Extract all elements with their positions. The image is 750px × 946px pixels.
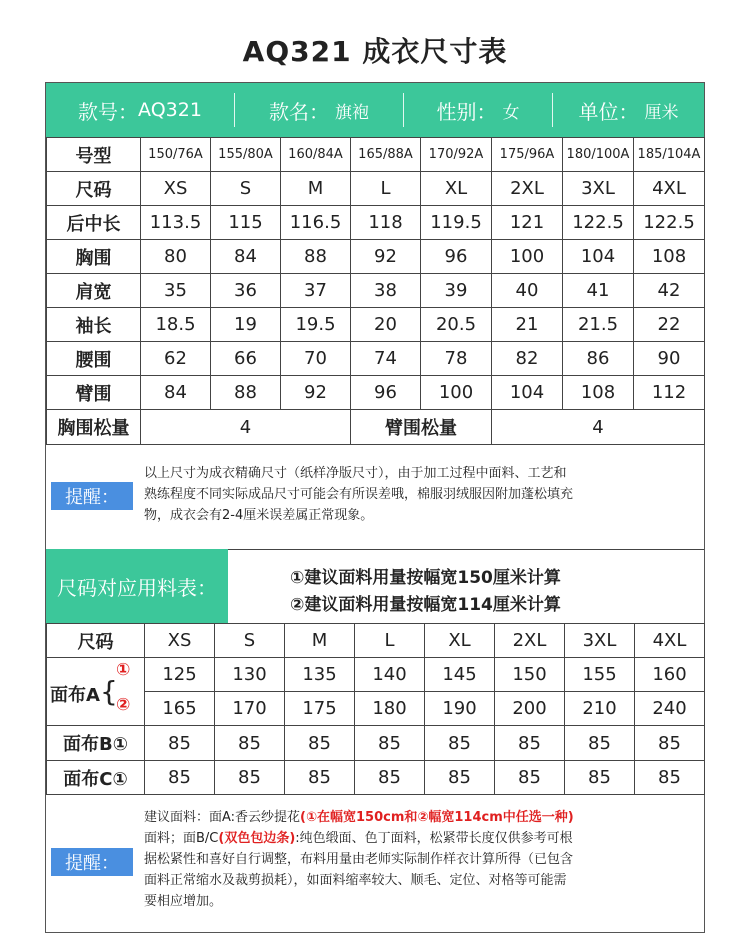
usage-cell: 130 <box>215 658 285 692</box>
size-row <box>47 172 705 206</box>
chest-ease-label: 胸围松量 <box>47 410 141 445</box>
style-no-value: AQ321 <box>138 99 202 121</box>
size-cell: 86 <box>563 342 634 376</box>
size-cell: 175/96A <box>492 138 563 172</box>
usage-cell: 4XL <box>635 624 705 658</box>
reminder2-line: 面料正常缩水及裁剪损耗），如面料缩率较大、顺毛、定位、对格等可能需 <box>144 873 567 888</box>
arm-ease-label: 臂围松量 <box>351 410 492 445</box>
size-cell: 84 <box>141 376 211 410</box>
unit-value: 厘米 <box>644 102 679 123</box>
size-cell: 4XL <box>634 172 705 206</box>
size-cell: 122.5 <box>563 206 634 240</box>
chest-ease-value: 4 <box>141 410 351 445</box>
size-cell: 70 <box>281 342 351 376</box>
size-cell: 108 <box>563 376 634 410</box>
size-cell: 121 <box>492 206 563 240</box>
usage-cell: L <box>355 624 425 658</box>
mark-2: ② <box>116 695 131 715</box>
ease-row <box>47 410 705 445</box>
reminder-line: 物，成衣会有2-4厘米误差属正常现象。 <box>144 508 374 523</box>
size-cell: 19 <box>211 308 281 342</box>
size-cell: 118 <box>351 206 421 240</box>
size-cell: 104 <box>492 376 563 410</box>
size-row <box>47 376 705 410</box>
size-cell: 165/88A <box>351 138 421 172</box>
usage-cell: 140 <box>355 658 425 692</box>
info-header-bar <box>46 83 704 137</box>
row-label: 肩宽 <box>47 274 141 308</box>
size-cell: S <box>211 172 281 206</box>
size-cell: 18.5 <box>141 308 211 342</box>
usage-cell: 85 <box>215 726 285 761</box>
size-cell: 42 <box>634 274 705 308</box>
fabric-a2-row <box>47 692 705 726</box>
usage-cell: 160 <box>635 658 705 692</box>
style-name-value: 旗袍 <box>335 102 369 123</box>
usage-cell: 85 <box>565 761 635 795</box>
text-span: 面料；面B/C <box>144 831 219 846</box>
size-cell: 41 <box>563 274 634 308</box>
size-cell: XS <box>141 172 211 206</box>
size-cell: 36 <box>211 274 281 308</box>
usage-cell: 3XL <box>565 624 635 658</box>
usage-cell: 175 <box>285 692 355 726</box>
usage-cell: 85 <box>145 761 215 795</box>
size-row <box>47 206 705 240</box>
fabric-c-row <box>47 761 705 795</box>
style-no-label: 款号： <box>78 99 139 124</box>
size-cell: 38 <box>351 274 421 308</box>
usage-cell: 85 <box>565 726 635 761</box>
usage-note-2: ②建议面料用量按幅宽114厘米计算 <box>290 595 561 615</box>
size-cell: 150/76A <box>141 138 211 172</box>
style-no <box>46 83 234 137</box>
reminder-line: 熟练程度不同实际成品尺寸可能会有所误差哦，棉服羽绒服因附加蓬松填充 <box>144 487 574 502</box>
size-cell: 104 <box>563 240 634 274</box>
size-cell: M <box>281 172 351 206</box>
size-cell: 80 <box>141 240 211 274</box>
size-cell: 112 <box>634 376 705 410</box>
usage-header-row <box>47 624 705 658</box>
reminder-note-2 <box>46 794 704 932</box>
text-span: 建议面料：面A:香云纱提花 <box>144 810 301 825</box>
usage-cell: 85 <box>495 761 565 795</box>
size-row <box>47 138 705 172</box>
unit-label: 单位： <box>578 99 639 124</box>
usage-cell: 85 <box>635 726 705 761</box>
usage-cell: 180 <box>355 692 425 726</box>
size-row <box>47 274 705 308</box>
mark-1: ① <box>116 660 131 680</box>
usage-note-1: ①建议面料用量按幅宽150厘米计算 <box>290 568 561 588</box>
fabric-c-label <box>47 761 145 795</box>
gender-value: 女 <box>502 102 520 123</box>
fabric-b-row <box>47 726 705 761</box>
size-cell: XL <box>421 172 492 206</box>
size-cell: 160/84A <box>281 138 351 172</box>
row-label: 袖长 <box>47 308 141 342</box>
usage-title: 尺码对应用料表： <box>46 549 228 623</box>
style-name <box>235 83 403 137</box>
unit <box>553 83 704 137</box>
usage-cell: XL <box>425 624 495 658</box>
usage-cell: 240 <box>635 692 705 726</box>
row-label: 号型 <box>47 138 141 172</box>
size-cell: 3XL <box>563 172 634 206</box>
size-cell: 119.5 <box>421 206 492 240</box>
size-cell: 66 <box>211 342 281 376</box>
size-row <box>47 342 705 376</box>
fabric-b-text: 面布B① <box>63 734 128 755</box>
gender-label: 性别： <box>436 99 497 124</box>
usage-cell: 165 <box>145 692 215 726</box>
row-label: 后中长 <box>47 206 141 240</box>
fabric-a-text: 面布A <box>50 685 100 706</box>
fabric-usage-table <box>46 623 705 795</box>
size-cell: 100 <box>492 240 563 274</box>
usage-cell: 85 <box>635 761 705 795</box>
arm-ease-value: 4 <box>492 410 705 445</box>
size-cell: 74 <box>351 342 421 376</box>
row-label: 胸围 <box>47 240 141 274</box>
size-cell: 35 <box>141 274 211 308</box>
style-name-label: 款名： <box>269 99 329 124</box>
usage-cell: 125 <box>145 658 215 692</box>
usage-cell: 170 <box>215 692 285 726</box>
size-header: 尺码 <box>47 624 145 658</box>
usage-cell: 85 <box>145 726 215 761</box>
usage-cell: 155 <box>565 658 635 692</box>
size-cell: 37 <box>281 274 351 308</box>
reminder-badge: 提醒： <box>51 848 133 876</box>
usage-cell: 85 <box>285 761 355 795</box>
size-cell: 113.5 <box>141 206 211 240</box>
row-label: 尺码 <box>47 172 141 206</box>
size-cell: 108 <box>634 240 705 274</box>
size-cell: 96 <box>421 240 492 274</box>
usage-cell: 85 <box>495 726 565 761</box>
reminder-text <box>144 463 700 526</box>
usage-cell: 190 <box>425 692 495 726</box>
size-cell: 100 <box>421 376 492 410</box>
fabric-a1-row <box>47 658 705 692</box>
usage-cell: S <box>215 624 285 658</box>
size-cell: 2XL <box>492 172 563 206</box>
usage-cell: M <box>285 624 355 658</box>
usage-cell: 85 <box>355 761 425 795</box>
usage-cell: 200 <box>495 692 565 726</box>
size-cell: 92 <box>281 376 351 410</box>
size-cell: 20 <box>351 308 421 342</box>
usage-cell: 150 <box>495 658 565 692</box>
reminder2-line: 据松紧性和喜好自行调整，布料用量由老师实际制作样衣计算所得（已包含 <box>144 852 574 867</box>
usage-cell: 2XL <box>495 624 565 658</box>
fabric-c-text: 面布C① <box>63 768 128 790</box>
highlight-span: (双色包边条) <box>218 831 296 846</box>
size-cell: 19.5 <box>281 308 351 342</box>
reminder2-line <box>144 807 700 828</box>
usage-cell: 85 <box>215 761 285 795</box>
usage-cell: 210 <box>565 692 635 726</box>
row-label: 臂围 <box>47 376 141 410</box>
size-cell: 39 <box>421 274 492 308</box>
size-cell: 90 <box>634 342 705 376</box>
size-row <box>47 240 705 274</box>
usage-cell: 85 <box>425 726 495 761</box>
size-cell: 155/80A <box>211 138 281 172</box>
size-cell: 20.5 <box>421 308 492 342</box>
size-row <box>47 308 705 342</box>
reminder2-line: 要相应增加。 <box>144 894 223 909</box>
highlight-span: (①在幅宽150cm和②幅宽114cm中任选一种) <box>300 810 574 825</box>
size-cell: 21 <box>492 308 563 342</box>
usage-cell: 145 <box>425 658 495 692</box>
size-cell: 180/100A <box>563 138 634 172</box>
gender <box>404 83 552 137</box>
reminder2-line <box>144 828 700 849</box>
fabric-b-label <box>47 726 145 761</box>
size-cell: 96 <box>351 376 421 410</box>
row-label: 腰围 <box>47 342 141 376</box>
size-cell: 22 <box>634 308 705 342</box>
size-cell: L <box>351 172 421 206</box>
page-title: AQ321 成衣尺寸表 <box>242 35 508 68</box>
size-table <box>46 137 705 445</box>
size-cell: 84 <box>211 240 281 274</box>
reminder-note-1 <box>46 444 704 549</box>
reminder-badge: 提醒： <box>51 482 133 510</box>
size-cell: 122.5 <box>634 206 705 240</box>
size-cell: 115 <box>211 206 281 240</box>
usage-cell: 85 <box>355 726 425 761</box>
usage-cell: 85 <box>425 761 495 795</box>
size-cell: 88 <box>211 376 281 410</box>
usage-cell: 85 <box>285 726 355 761</box>
size-cell: 40 <box>492 274 563 308</box>
reminder-line: 以上尺寸为成衣精确尺寸（纸样净版尺寸），由于加工过程中面料、工艺和 <box>144 466 567 481</box>
reminder2-text <box>144 807 700 912</box>
size-cell: 82 <box>492 342 563 376</box>
size-cell: 170/92A <box>421 138 492 172</box>
size-cell: 116.5 <box>281 206 351 240</box>
size-cell: 92 <box>351 240 421 274</box>
size-cell: 185/104A <box>634 138 705 172</box>
usage-cell: XS <box>145 624 215 658</box>
size-cell: 88 <box>281 240 351 274</box>
size-cell: 62 <box>141 342 211 376</box>
size-cell: 78 <box>421 342 492 376</box>
size-cell: 21.5 <box>563 308 634 342</box>
usage-cell: 135 <box>285 658 355 692</box>
text-span: :纯色缎面、色丁面料，松紧带长度仅供参考可根 <box>295 831 573 846</box>
brace-icon: { <box>99 675 118 708</box>
